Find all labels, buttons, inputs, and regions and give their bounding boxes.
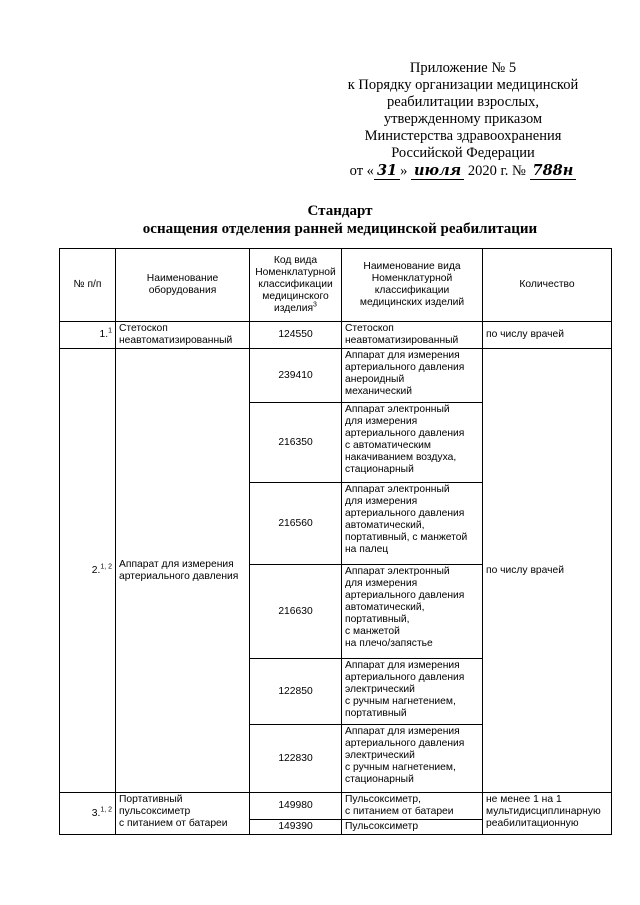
equipment-type: Пульсоксиметр, с питанием от батареи	[342, 793, 483, 820]
table-header-row	[60, 249, 612, 322]
equipment-code: 239410	[250, 349, 342, 403]
equipment-code: 149390	[250, 820, 342, 835]
equipment-type: Аппарат электронный для измерения артериального давления автоматический, портативный, с манжетой на плечо/запястье	[342, 565, 483, 659]
order-date-line	[338, 162, 588, 180]
equipment-type: Аппарат для измерения артериального давления электрический с ручным нагнетением, стационарный	[342, 725, 483, 793]
row-num-footnote: 1	[108, 327, 112, 335]
table-row	[60, 322, 612, 349]
equipment-qty: не менее 1 на 1 мультидисциплинарную реабилитационную	[483, 793, 612, 835]
appendix-line: Министерства здравоохранения	[364, 128, 562, 144]
equipment-code: 122830	[250, 725, 342, 793]
date-prefix: от «	[349, 163, 374, 179]
appendix-line: реабилитации взрослых,	[386, 94, 539, 110]
equipment-table	[59, 248, 612, 835]
date-year: 2020 г. №	[464, 163, 530, 179]
header-code	[250, 249, 342, 322]
row-num	[60, 322, 116, 349]
equipment-code: 216560	[250, 483, 342, 565]
title-line-1: Стандарт	[307, 203, 373, 219]
order-number: 788н	[530, 162, 577, 180]
equipment-type: Стетоскоп неавтоматизированный	[342, 322, 483, 349]
row-num	[60, 349, 116, 793]
equipment-name: Стетоскоп неавтоматизированный	[116, 322, 250, 349]
header-code-text: Код вида Номенклатурной классификации медицинского изделия	[255, 255, 336, 314]
row-num-text: 2.	[91, 564, 101, 576]
appendix-line: к Порядку организации медицинской	[347, 77, 579, 93]
equipment-qty: по числу врачей	[483, 322, 612, 349]
equipment-code: 216630	[250, 565, 342, 659]
equipment-name: Портативный пульсоксиметр с питанием от батареи	[116, 793, 250, 835]
row-num-footnote: 1, 2	[100, 806, 112, 814]
header-type: Наименование вида Номенклатурной классификации медицинских изделий	[342, 249, 483, 322]
equipment-type: Аппарат для измерения артериального давления анероидный механический	[342, 349, 483, 403]
date-day: 31	[374, 162, 400, 180]
equipment-type: Аппарат электронный для измерения артериального давления автоматический, портативный, с манжетой на палец	[342, 483, 483, 565]
header-code-footnote: 3	[313, 301, 317, 309]
equipment-code: 149980	[250, 793, 342, 820]
row-num-footnote: 1, 2	[100, 563, 112, 571]
table-row	[60, 349, 612, 403]
date-month: июля	[411, 162, 464, 180]
header-qty: Количество	[483, 249, 612, 322]
table-row	[60, 793, 612, 820]
appendix-header	[338, 60, 588, 180]
title-line-2: оснащения отделения ранней медицинской реабилитации	[142, 221, 538, 237]
appendix-title: Приложение № 5	[409, 60, 517, 76]
row-num-text: 1.	[99, 329, 109, 340]
equipment-type: Аппарат электронный для измерения артериального давления с автоматическим накачиванием воздуха, стационарный	[342, 403, 483, 483]
date-mid: »	[400, 163, 411, 179]
appendix-line: Российской Федерации	[391, 145, 535, 161]
row-num	[60, 793, 116, 835]
row-num-text: 3.	[91, 807, 101, 819]
document-title	[60, 202, 620, 238]
equipment-code: 216350	[250, 403, 342, 483]
appendix-line: утвержденному приказом	[383, 111, 543, 127]
equipment-qty: по числу врачей	[483, 349, 612, 793]
equipment-code: 122850	[250, 659, 342, 725]
equipment-code: 124550	[250, 322, 342, 349]
header-num: № п/п	[60, 249, 116, 322]
equipment-type: Пульсоксиметр	[342, 820, 483, 835]
equipment-type: Аппарат для измерения артериального давления электрический с ручным нагнетением, портативный	[342, 659, 483, 725]
equipment-name: Аппарат для измерения артериального давления	[116, 349, 250, 793]
header-name: Наименование оборудования	[116, 249, 250, 322]
